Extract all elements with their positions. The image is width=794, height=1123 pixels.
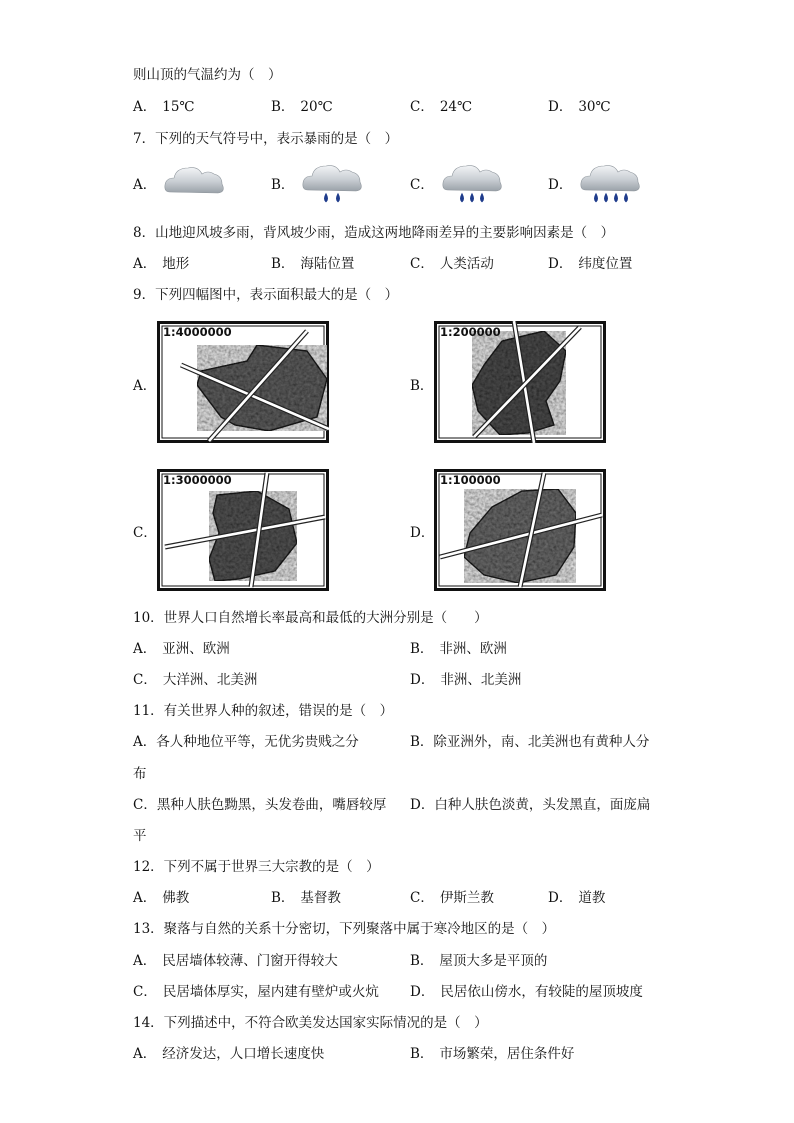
- q12-option-b: B． 基督教: [271, 890, 341, 906]
- q7-option-b: B．: [271, 160, 366, 206]
- q9-map-b: [434, 321, 606, 443]
- q8-option-c: C． 人类活动: [410, 256, 494, 272]
- scale-label: 1:100000: [440, 473, 501, 487]
- scale-label: 1:4000000: [163, 325, 232, 339]
- scale-label: 1:200000: [440, 325, 501, 339]
- q14-stem: 14．下列描述中，不符合欧美发达国家实际情况的是（ ）: [133, 1015, 488, 1031]
- scale-label: 1:3000000: [163, 473, 232, 487]
- q9-map-a: [157, 321, 329, 443]
- q13-option-b: B． 屋顶大多是平顶的: [410, 953, 548, 969]
- q10-option-a: A． 亚洲、欧洲: [133, 641, 230, 657]
- q10-option-c: C． 大洋洲、北美洲: [133, 672, 258, 688]
- cloud-rain-icon: [300, 160, 366, 206]
- q10-stem: 10．世界人口自然增长率最高和最低的大洲分别是（ ）: [133, 610, 488, 626]
- q13-stem: 13．聚落与自然的关系十分密切，下列聚落中属于寒冷地区的是（ ）: [133, 921, 556, 937]
- q11-option-b-wrap: 布: [133, 766, 147, 782]
- q6-option-b: B． 20℃: [271, 99, 333, 115]
- q9-map-b-label: B．: [410, 378, 434, 394]
- q13-option-d: D． 民居依山傍水，有较陡的屋顶坡度: [410, 984, 643, 1000]
- q8-option-d: D． 纬度位置: [548, 256, 633, 272]
- q12-option-c: C． 伊斯兰教: [410, 890, 494, 906]
- q7-option-c: C．: [410, 160, 506, 206]
- q11-option-a: A．各人种地位平等，无优劣贵贱之分: [133, 734, 359, 750]
- q10-option-b: B． 非洲、欧洲: [410, 641, 507, 657]
- q14-option-a: A． 经济发达，人口增长速度快: [133, 1046, 325, 1062]
- cloud-rainstorm-icon: [578, 160, 644, 206]
- q6-option-c: C． 24℃: [410, 99, 473, 115]
- q8-stem: 8．山地迎风坡多雨，背风坡少雨，造成这两地降雨差异的主要影响因素是（ ）: [133, 225, 615, 241]
- q7-stem: 7．下列的天气符号中，表示暴雨的是（ ）: [133, 131, 399, 147]
- q11-option-b: B．除亚洲外，南、北美洲也有黄种人分: [410, 734, 650, 750]
- q6-stem: 则山顶的气温约为（ ）: [133, 67, 282, 83]
- q9-map-a-label: A．: [133, 378, 157, 394]
- q11-option-d-wrap: 平: [133, 828, 147, 844]
- q10-option-d: D． 非洲、北美洲: [410, 672, 522, 688]
- q8-option-b: B． 海陆位置: [271, 256, 355, 272]
- cloud-heavy-rain-icon: [440, 160, 506, 206]
- q7-option-d: D．: [548, 160, 644, 206]
- q12-option-d: D． 道教: [548, 890, 606, 906]
- q7-option-a: A．: [133, 160, 228, 206]
- q14-option-b: B． 市场繁荣，居住条件好: [410, 1046, 575, 1062]
- q13-option-a: A． 民居墙体较薄、门窗开得较大: [133, 953, 338, 969]
- q6-option-a: A． 15℃: [133, 99, 195, 115]
- q13-option-c: C． 民居墙体厚实，屋内建有壁炉或火炕: [133, 984, 379, 1000]
- q8-option-a: A． 地形: [133, 256, 190, 272]
- q12-stem: 12．下列不属于世界三大宗教的是（ ）: [133, 859, 380, 875]
- q9-map-d-label: D．: [410, 525, 435, 541]
- q9-map-d: [434, 469, 606, 591]
- q11-stem: 11．有关世界人种的叙述，错误的是（ ）: [133, 703, 394, 719]
- q9-map-c: [157, 469, 329, 591]
- cloud-icon: [162, 160, 228, 206]
- q6-option-d: D． 30℃: [548, 99, 611, 115]
- q11-option-c: C．黑种人肤色黝黑，头发卷曲，嘴唇较厚: [133, 797, 387, 813]
- q11-option-d: D．白种人肤色淡黄，头发黑直，面庞扁: [410, 797, 651, 813]
- q9-map-c-label: C．: [133, 525, 157, 541]
- q9-stem: 9．下列四幅图中，表示面积最大的是（ ）: [133, 287, 399, 303]
- q12-option-a: A． 佛教: [133, 890, 190, 906]
